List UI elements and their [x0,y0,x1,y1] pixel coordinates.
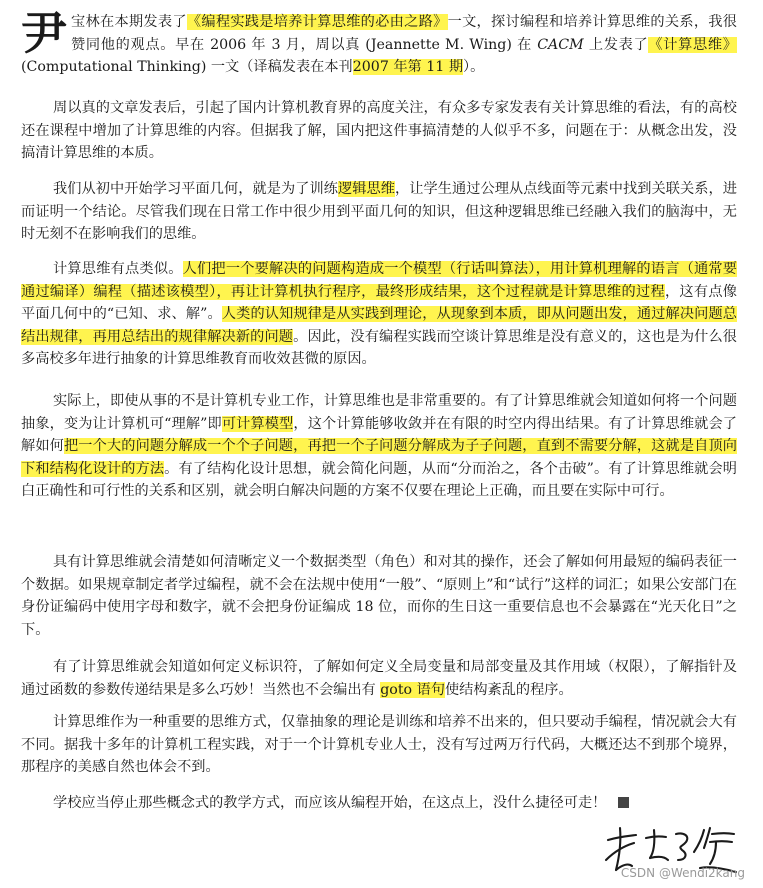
text: (Computational Thinking) 一文（译稿发表在本刊 [21,59,353,75]
journal-name: CACM [537,36,584,53]
highlight: 2007 年第 11 期 [352,59,464,75]
text: ，这有点像平面几何中的“已知、求、解”。 [21,283,737,322]
text: ）。 [463,59,485,75]
text: 。因此，没有编程实践而空谈计算思维是没有意义的，这也是为什么很多高校多年进行抽象的计算思维教育而收效甚微的原因。 [21,328,737,367]
highlight: 可计算模型 [221,415,294,432]
text: 一文，探讨编程和培养计算思维的关系，我很赞同他的观点。早在 2006 年 3 月，周以真 (Jeannette M. Wing) 在 [71,14,737,53]
paragraph-6: 具有计算思维就会清楚如何清晰定义一个数据类型（角色）和对其的操作，还会了解如何用最短的编码表征一个数据。如果规章制定者学过编程，就不会在法规中使用“一般”、“原则上”和“试行”这样的词汇；如果公安部门在身份证编码中使用字母和数字，就不会把身份证编成 18 位，而你的生日这一重要信息也不会暴露在“光天化日”之下。 [21,554,737,638]
text: 计算思维有点类似。 [53,261,183,277]
highlight: goto 语句 [380,681,445,698]
highlight: 《计算思维》 [648,36,737,53]
highlight: 《编程实践是培养计算思维的必由之路》 [186,14,448,30]
end-mark-icon [618,797,629,808]
paragraph-7 [21,656,737,701]
highlight: 人类的认知规律是从实践到理论，从现象到本质，即从问题出发，通过解决问题总结出规律，再用总结出的规律解决新的问题 [21,306,737,345]
highlight: 人们把一个要解决的问题构造成一个模型（行话叫算法），用计算机理解的语言（通常要通过编译）编程（描述该模型），再让计算机执行程序，最终形成结果，这个过程就是计算思维的过程 [21,261,737,300]
highlight: 逻辑思维 [338,181,396,197]
text: 上发表了 [583,36,649,53]
dropcap: 尹 [21,6,67,60]
text: 使结构紊乱的程序。 [444,681,573,698]
paragraph-4 [21,258,737,371]
text: 实际上，即使从事的不是计算机专业工作，计算思维也是非常重要的。有了计算思维就会知道如何将一个问题抽象，变为让计算机可“理解”即 [21,393,737,432]
watermark: CSDN @Wendi2kang [620,866,745,880]
paragraph-8: 计算思维作为一种重要的思维方式，仅靠抽象的理论是训练和培养不出来的，但只要动手编程，情况就会大有不同。据我十多年的计算机工程实践，对于一个计算机专业人士，没有写过两万行代码，大概还达不到那个境界，那程序的美感自然也体会不到。 [21,714,737,775]
text: 我们从初中开始学习平面几何，就是为了训练 [53,181,339,197]
paragraph-1 [21,6,737,79]
text: ，这个计算能够收敛并在有限的时空内得出结果。有了计算思维就会了解如何 [21,415,737,454]
text: 学校应当停止那些概念式的教学方式，而应该从编程开始，在这点上，没什么捷径可走！ [53,795,607,811]
paragraph-2: 周以真的文章发表后，引起了国内计算机教育界的高度关注，有众多专家发表有关计算思维的看法，有的高校还在课程中增加了计算思维的内容。但据我了解，国内把这件事搞清楚的人似乎不多，问题在于：从概念出发，没搞清计算思维的本质。 [21,100,737,161]
text: 有了计算思维就会知道如何定义标识符，了解如何定义全局变量和局部变量及其作用域（权限），了解指针及通过函数的参数传递结果是多么巧妙！当然也不会编出有 [21,659,737,698]
paragraph-3 [21,178,737,246]
text: ，让学生通过公理从点线面等元素中找到关联关系，进而证明一个结论。尽管我们现在日常工作中很少用到平面几何的知识，但这种逻辑思维已经融入我们的脑海中，无时无刻不在影响我们的思维。 [21,181,737,242]
text: 宝林在本期发表了 [71,14,187,30]
highlight: 把一个大的问题分解成一个个子问题，再把一个子问题分解成为子子问题，直到不需要分解，这就是自顶向下和结构化设计的方法 [21,438,737,477]
paragraph-9 [21,792,737,815]
text: 。有了结构化设计思想，就会简化问题，从而“分而治之，各个击破”。有了计算思维就会明白正确性和可行性的关系和区别，就会明白解决问题的方案不仅要在理论上正确，而且要在实际中可行。 [21,460,737,499]
paragraph-5 [21,390,737,503]
